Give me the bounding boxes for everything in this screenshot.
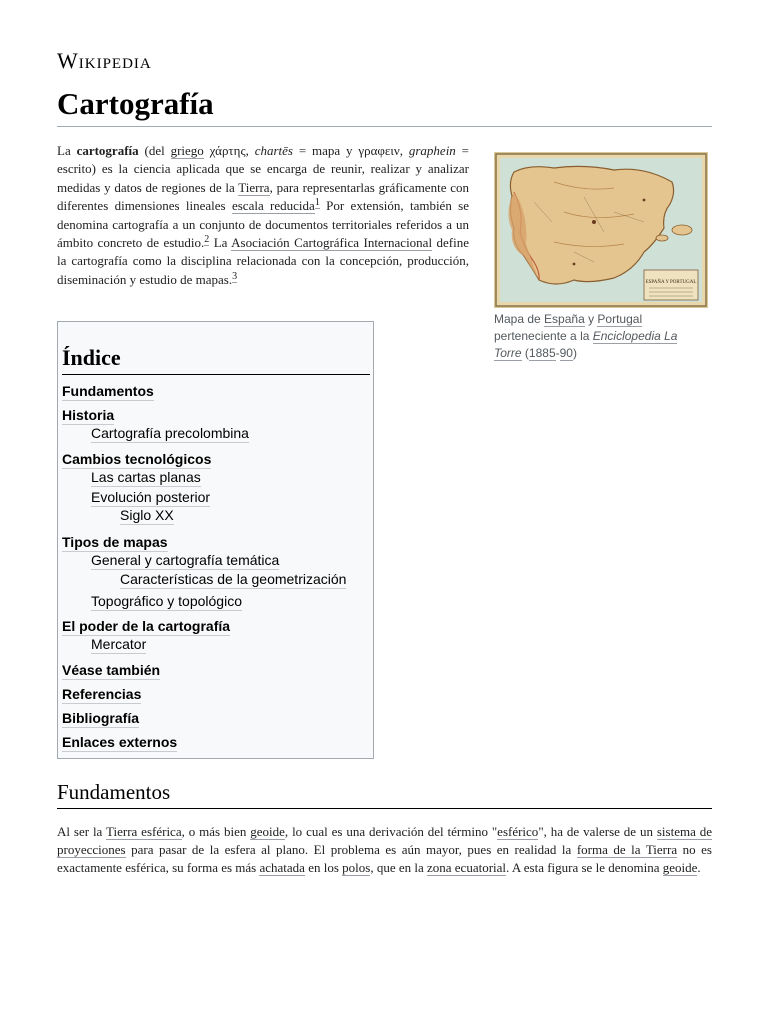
link-sistema-de-proyecciones[interactable]: sistema de proyecciones [57,824,713,858]
toc-item-bibliografia[interactable]: Bibliografía [62,710,140,726]
link-geoide[interactable]: geoide [250,824,285,839]
intro-paragraph: La cartografía (del griego χάρτης, chartēs = mapa y γραφειν, graphein = escrito) es la ciencia aplicada que se encarga de reunir, realizar y analizar medidas y datos de regiones de la Tierra, para representarlas gráficamente con diferentes dimensiones lineales escala reducida$^1$ Por extensión, también se denomina cartografía a un conjunto de documentos territoriales referidos a un ámbito concreto de estudio.$^2$ La Asociación Cartográfica Internacional define la cartografía como la disciplina relacionada con la concepción, producción, diseminación y estudio de mapas.$^3$ [57,143,469,287]
page-title: Cartografía [57,84,712,127]
toc-item-general-y-cartografia-tematica[interactable]: General y cartografía temática [91,552,280,568]
toc-item-mercator[interactable]: Mercator [91,636,147,652]
table-of-contents [57,321,374,759]
reference-1[interactable]: 1 [314,196,320,208]
link-tierra[interactable]: Tierra [238,179,270,195]
map-thumbnail [494,152,708,362]
link-portugal[interactable]: Portugal [597,312,643,326]
toc-item-caracteristicas-geometrizacion[interactable]: Características de la geometrización [120,571,347,587]
link-escala-reducida[interactable]: escala reducida [231,198,315,214]
reference-2[interactable]: 2 [204,233,210,245]
toc-item-vease-tambien[interactable]: Véase también [62,662,161,678]
toc-item-topografico-y-topologico[interactable]: Topográfico y topológico [91,593,242,609]
map-label: ESPAÑA Y PORTUGAL [645,280,697,285]
toc-item-siglo-xx[interactable]: Siglo XX [120,507,174,523]
map-caption: Mapa de España y Portugal perteneciente a la Enciclopedia La Torre (1885-90) [494,312,678,360]
toc-item-referencias[interactable]: Referencias [62,686,142,702]
toc-item-tipos-de-mapas[interactable]: Tipos de mapas [62,534,168,550]
link-90[interactable]: 90 [559,346,573,360]
link-enciclopedia[interactable]: Enciclopedia La Torre [494,329,678,360]
reference-3[interactable]: 3 [232,270,238,282]
link-forma-de-la-tierra[interactable]: forma de la Tierra [576,842,678,858]
fundamentos-paragraph: Al ser la Tierra esférica, o más bien geoide, lo cual es una derivación del término "esférico", ha de valerse de un sistema de proyecciones para pasar de la esfera al plano. El problema es aún mayor, pues en realidad la forma de la Tierra no es exactamente esférica, su forma es más achatada en los polos, que en la zona ecuatorial. A esta figura se le denomina geoide. [57,824,713,876]
link-zona-ecuatorial[interactable]: zona ecuatorial [427,860,507,876]
toc-item-fundamentos[interactable]: Fundamentos [62,383,154,399]
toc-item-cartografia-precolombina[interactable]: Cartografía precolombina [91,425,249,441]
toc-item-el-poder-de-la-cartografia[interactable]: El poder de la cartografía [62,618,231,634]
toc-item-evolucion-posterior[interactable]: Evolución posterior [91,489,211,505]
section-heading-fundamentos: Fundamentos [57,778,712,809]
link-geoide-2[interactable]: geoide [662,860,698,876]
toc-title: Índice [62,344,370,375]
link-1885[interactable]: 1885 [528,346,556,360]
toc-item-cambios-tecnologicos[interactable]: Cambios tecnológicos [62,451,212,467]
link-griego[interactable]: griego [170,143,204,158]
link-asociacion-cartografica[interactable]: Asociación Cartográfica Internacional [231,235,433,251]
bold-term: cartografía [76,143,139,158]
toc-item-las-cartas-planas[interactable]: Las cartas planas [91,469,201,485]
link-tierra-esferica[interactable]: Tierra esférica [106,824,182,839]
wikipedia-logo[interactable]: Wikipedia [57,48,152,73]
link-espana[interactable]: España [544,312,585,326]
link-esferico[interactable]: esférico [497,824,539,839]
link-polos[interactable]: polos [342,860,371,876]
toc-item-historia[interactable]: Historia [62,407,115,423]
link-achatada[interactable]: achatada [259,860,305,876]
map-image[interactable] [494,152,708,308]
toc-item-enlaces-externos[interactable]: Enlaces externos [62,734,178,750]
